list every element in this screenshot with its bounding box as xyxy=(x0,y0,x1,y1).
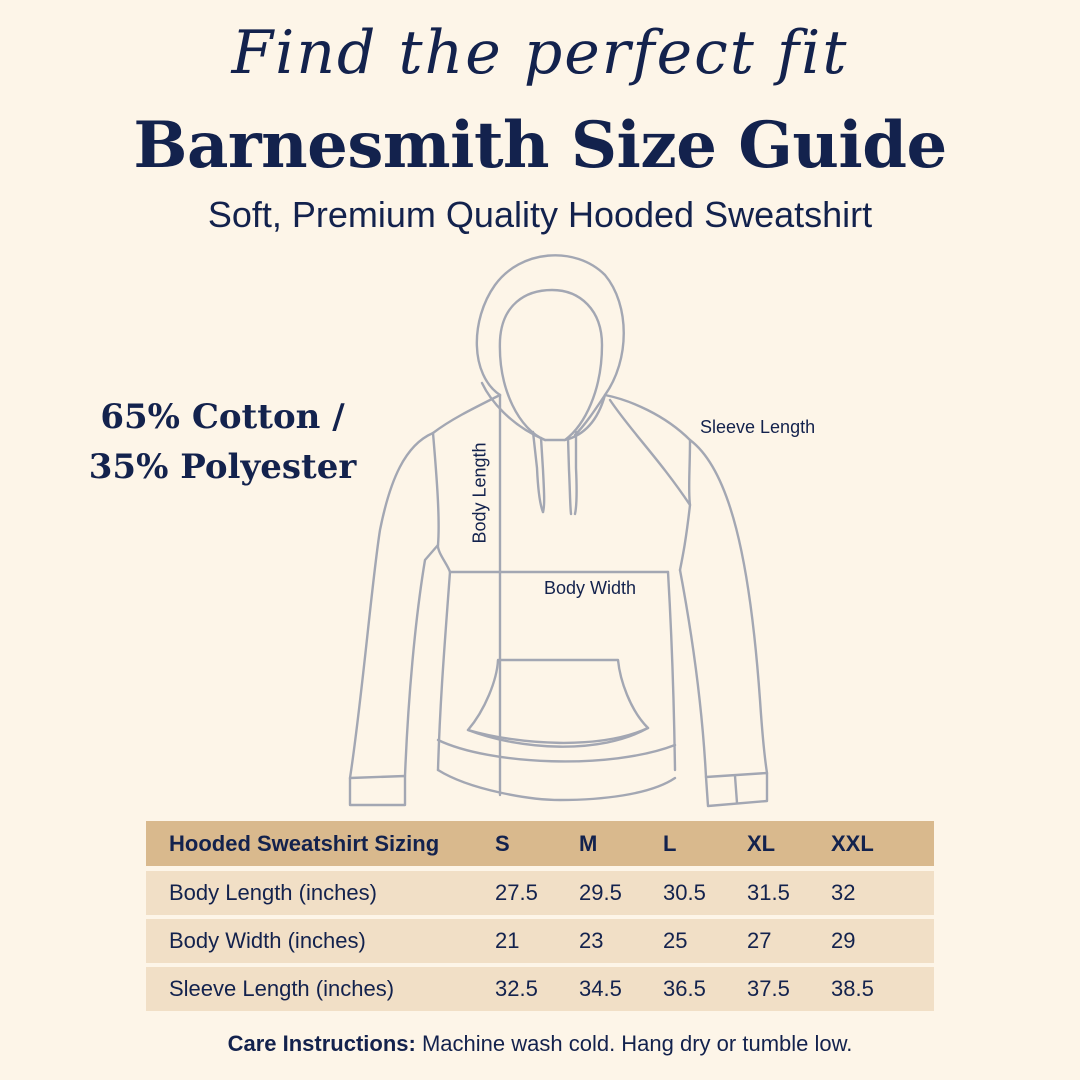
right-raglan-seam xyxy=(610,400,690,570)
left-cuff xyxy=(350,776,405,805)
hood-opening xyxy=(500,290,602,440)
right-cuff-divider xyxy=(735,776,737,803)
hood-left-side xyxy=(482,383,545,440)
header-cell-l: L xyxy=(663,830,677,856)
drawstring-right-b xyxy=(575,432,577,514)
table-row xyxy=(146,871,934,915)
page-title: Barnesmith Size Guide xyxy=(133,108,947,183)
table-cell: 32 xyxy=(831,880,856,905)
care-instructions xyxy=(0,1031,1080,1057)
care-text: Machine wash cold. Hang dry or tumble low. xyxy=(415,1031,853,1056)
table-cell: 38.5 xyxy=(831,976,874,1001)
table-cell: 29.5 xyxy=(579,880,622,905)
body-length-label: Body Length xyxy=(469,442,490,544)
page-subtitle: Soft, Premium Quality Hooded Sweatshirt xyxy=(207,194,873,235)
right-raglan-seam-2 xyxy=(689,440,690,505)
header-cell-m: M xyxy=(579,830,598,856)
header-cell-title: Hooded Sweatshirt Sizing xyxy=(169,830,440,856)
sleeve-length-label: Sleeve Length xyxy=(700,417,816,437)
header-cell-s: S xyxy=(495,830,510,856)
table-row xyxy=(146,919,934,963)
table-cell: 27 xyxy=(747,928,772,953)
body-width-label: Body Width xyxy=(544,578,637,598)
table-cell: 25 xyxy=(663,928,688,953)
care-label: Care Instructions: xyxy=(227,1031,416,1056)
row-label: Sleeve Length (inches) xyxy=(169,976,395,1001)
table-cell: 29 xyxy=(831,928,856,953)
material-line-1: 65% Cotton / xyxy=(100,397,345,437)
table-cell: 36.5 xyxy=(663,976,706,1001)
row-label: Body Length (inches) xyxy=(169,880,377,905)
kangaroo-pocket xyxy=(468,660,648,743)
waistband-bottom xyxy=(438,770,675,800)
drawstring-left-b xyxy=(541,438,544,512)
size-table xyxy=(146,821,934,1015)
table-cell: 30.5 xyxy=(663,880,706,905)
table-cell: 27.5 xyxy=(495,880,538,905)
row-label: Body Width (inches) xyxy=(169,928,366,953)
right-sleeve-inner xyxy=(680,570,706,777)
table-cell: 34.5 xyxy=(579,976,622,1001)
table-row xyxy=(146,967,934,1011)
table-cell: 23 xyxy=(579,928,604,953)
size-table-header xyxy=(146,821,934,866)
left-raglan-seam xyxy=(433,433,450,572)
table-cell: 31.5 xyxy=(747,880,790,905)
script-title: Find the perfect fit xyxy=(231,18,849,88)
table-cell: 32.5 xyxy=(495,976,538,1001)
torso-right xyxy=(668,572,675,770)
header-cell-xxl: XXL xyxy=(831,830,874,856)
left-sleeve-inner xyxy=(405,545,438,776)
drawstring-right xyxy=(568,438,571,514)
table-cell: 37.5 xyxy=(747,976,790,1001)
table-cell: 21 xyxy=(495,928,520,953)
material-line-2: 35% Polyester xyxy=(88,447,357,487)
header-cell-xl: XL xyxy=(747,830,776,856)
